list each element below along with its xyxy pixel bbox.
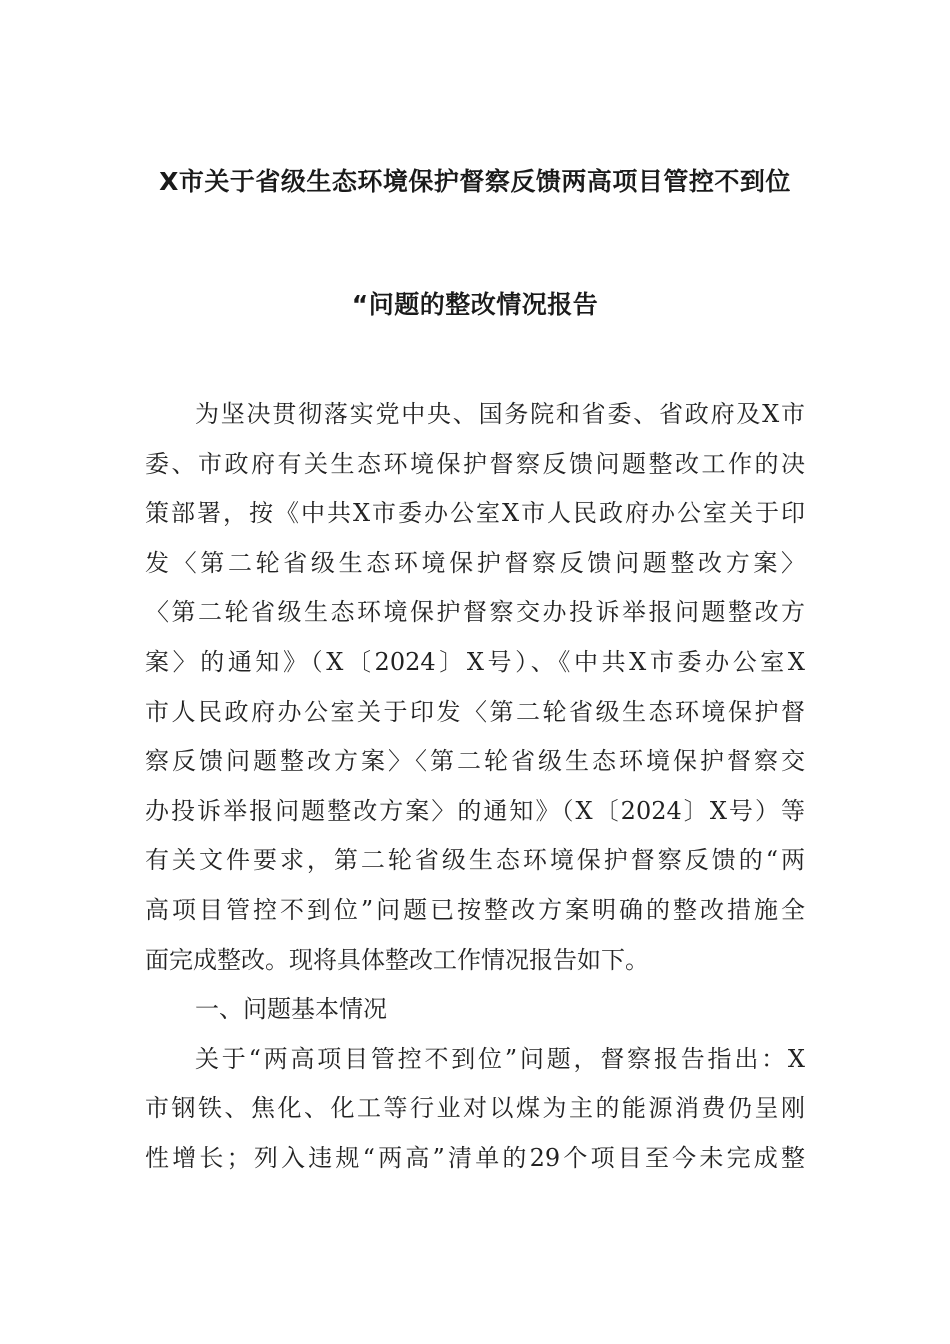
paragraph-line: 面完成整改。现将具体整改工作情况报告如下。 — [145, 945, 649, 974]
paragraph-line: 办投诉举报问题整改方案〉的通知》（X〔2024〕X号）等 — [145, 796, 805, 825]
paragraph-line: 察反馈问题整改方案〉〈第二轮省级生态环境保护督察交 — [145, 747, 805, 776]
paragraph-line: 关于“两高项目管控不到位”问题，督察报告指出：X — [195, 1044, 805, 1073]
paragraph-line: 〈第二轮省级生态环境保护督察交办投诉举报问题整改方 — [145, 598, 805, 627]
paragraph-line: 有关文件要求，第二轮省级生态环境保护督察反馈的“两 — [145, 846, 805, 875]
paragraph-line: 委、市政府有关生态环境保护督察反馈问题整改工作的决 — [145, 449, 805, 478]
paragraph-line: 市人民政府办公室关于印发〈第二轮省级生态环境保护督 — [145, 697, 805, 726]
paragraph-line: 发〈第二轮省级生态环境保护督察反馈问题整改方案〉 — [145, 548, 805, 577]
document-title-line-2: “问题的整改情况报告 — [351, 290, 599, 319]
paragraph-line: 市钢铁、焦化、化工等行业对以煤为主的能源消费仍呈刚 — [145, 1094, 805, 1123]
paragraph-line: 为坚决贯彻落实党中央、国务院和省委、省政府及X市 — [195, 400, 805, 428]
paragraph-line: 高项目管控不到位”问题已按整改方案明确的整改措施全 — [145, 895, 805, 924]
section-heading: 一、问题基本情况 — [195, 995, 387, 1024]
paragraph-line: 性增长；列入违规“两高”清单的29个项目至今未完成整 — [145, 1143, 805, 1172]
document-title-line-1: X市关于省级生态环境保护督察反馈两高项目管控不到位 — [159, 167, 791, 196]
paragraph-line: 案〉的通知》（X〔2024〕X号）、《中共X市委办公室X — [145, 647, 805, 676]
document-body — [145, 390, 805, 1184]
paragraph-line: 策部署，按《中共X市委办公室X市人民政府办公室关于印 — [145, 499, 805, 528]
